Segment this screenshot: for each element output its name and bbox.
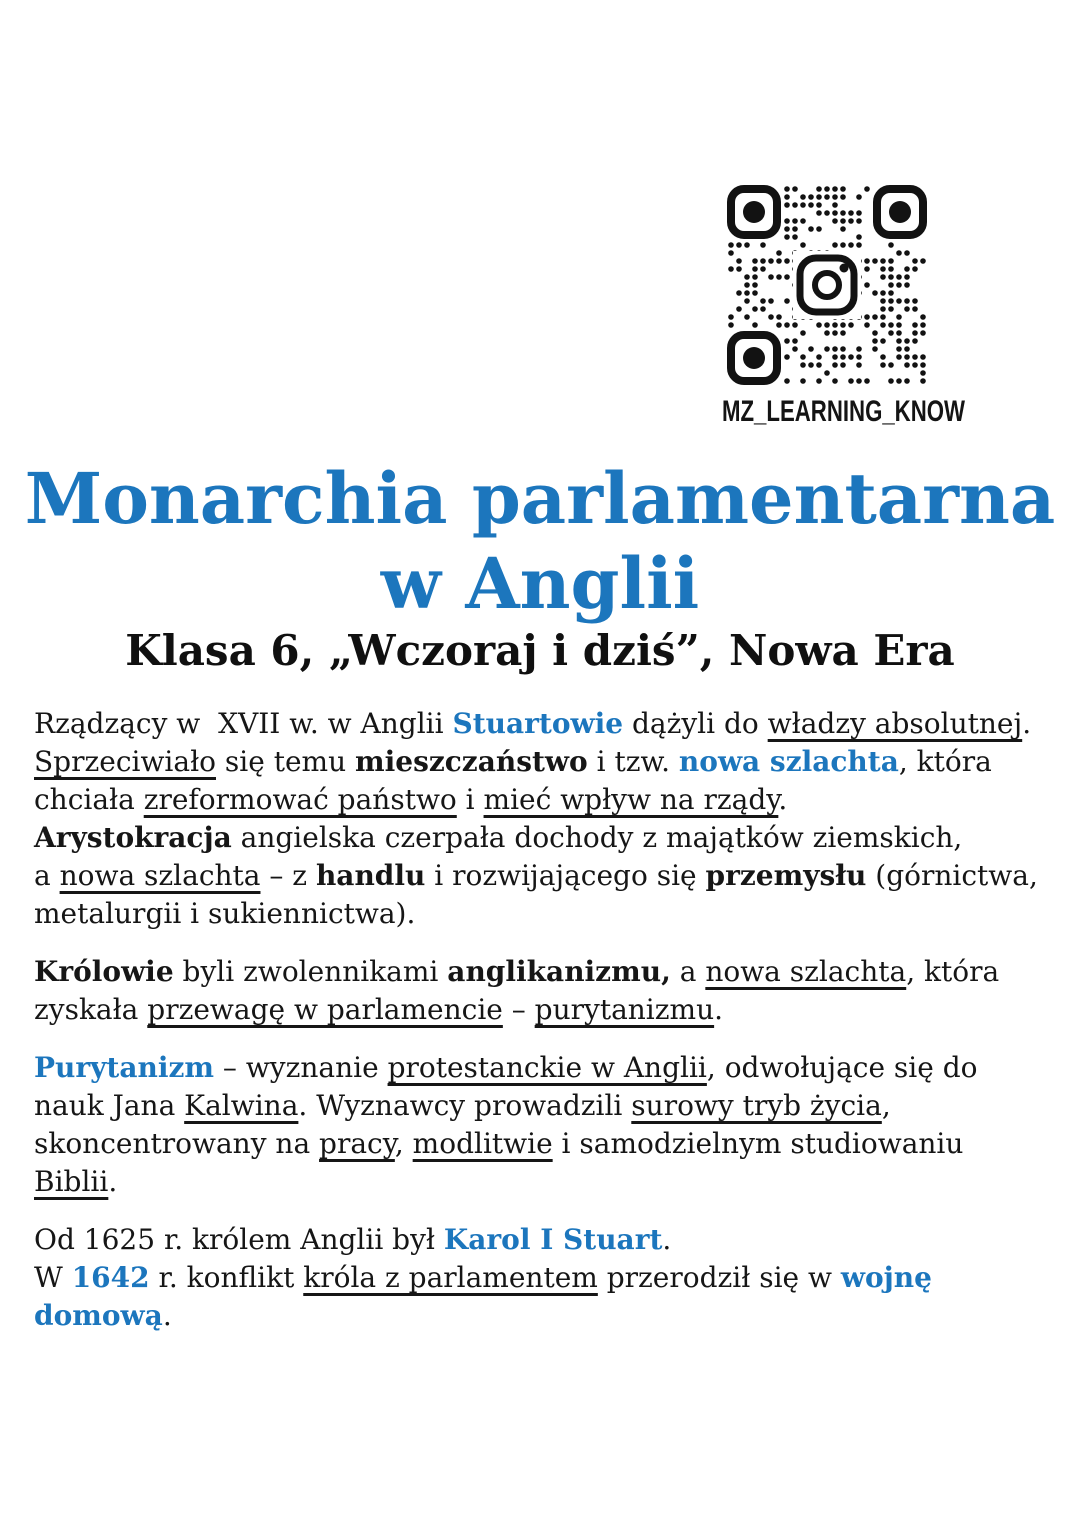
paragraph-krolowie bbox=[34, 953, 1050, 1029]
text-run: Stuartowie bbox=[452, 707, 624, 740]
text-run: – wyznanie bbox=[214, 1051, 388, 1084]
qr-code-icon bbox=[722, 180, 932, 390]
body-text bbox=[34, 705, 1050, 1355]
text-run: surowy tryb życia bbox=[631, 1089, 882, 1122]
text-run: i samodzielnym studiowaniu bbox=[552, 1127, 964, 1160]
title-line-1: Monarchia parlamentarna bbox=[24, 457, 1056, 540]
text-run: Arystokracja bbox=[34, 821, 232, 854]
text-run: W bbox=[34, 1261, 72, 1294]
text-run: wojnę bbox=[840, 1261, 932, 1294]
text-run: . bbox=[1022, 707, 1032, 740]
text-run: zyskała bbox=[34, 993, 148, 1026]
text-run: – z bbox=[260, 859, 316, 892]
text-run: . bbox=[662, 1223, 672, 1256]
text-run: pracy bbox=[319, 1127, 395, 1160]
text-run: , bbox=[394, 1127, 413, 1160]
page-title bbox=[0, 456, 1080, 626]
text-run: 1642 bbox=[71, 1261, 150, 1294]
text-run: skoncentrowany na bbox=[34, 1127, 320, 1160]
text-run: anglikanizmu, bbox=[447, 955, 671, 988]
text-run: króla z parlamentem bbox=[303, 1261, 598, 1294]
text-run: przerodził się w bbox=[597, 1261, 841, 1294]
text-run: r. konflikt bbox=[149, 1261, 304, 1294]
paragraph-intro bbox=[34, 705, 1050, 933]
text-run: mieszczaństwo bbox=[355, 745, 588, 778]
text-run: a bbox=[34, 859, 60, 892]
text-run: protestanckie w Anglii bbox=[387, 1051, 707, 1084]
text-run: . bbox=[162, 1299, 172, 1332]
text-run: Królowie bbox=[34, 955, 174, 988]
text-run: purytanizmu bbox=[534, 993, 715, 1026]
text-run: Biblii bbox=[34, 1165, 109, 1198]
title-line-2: w Anglii bbox=[380, 542, 700, 625]
text-run: władzy absolutnej bbox=[767, 707, 1023, 740]
text-run: Sprzeciwiało bbox=[34, 745, 216, 778]
text-run: – bbox=[502, 993, 535, 1026]
text-run: Purytanizm bbox=[34, 1051, 215, 1084]
text-run: . bbox=[714, 993, 724, 1026]
text-run: nowa szlachta bbox=[59, 859, 261, 892]
text-run: mieć wpływ na rządy bbox=[483, 783, 779, 816]
text-run: i bbox=[456, 783, 484, 816]
paragraph-purytanizm bbox=[34, 1049, 1050, 1201]
text-run: Rządzący w XVII w. w Anglii bbox=[34, 707, 453, 740]
qr-finder-bottom-left bbox=[731, 335, 777, 381]
text-run: dążyli do bbox=[623, 707, 768, 740]
text-run: i tzw. bbox=[587, 745, 679, 778]
text-run: . bbox=[778, 783, 788, 816]
text-run: nauk Jana bbox=[34, 1089, 185, 1122]
text-run: , która bbox=[898, 745, 992, 778]
paragraph-karol bbox=[34, 1221, 1050, 1335]
qr-finder-top-left bbox=[731, 189, 777, 235]
text-run: metalurgii i sukiennictwa). bbox=[34, 897, 416, 930]
text-run: . bbox=[108, 1165, 118, 1198]
page-subtitle: Klasa 6, „Wczoraj i dziś”, Nowa Era bbox=[125, 626, 955, 675]
qr-finder-top-right bbox=[877, 189, 923, 235]
text-run: Od 1625 r. królem Anglii był bbox=[34, 1223, 444, 1256]
text-run: chciała bbox=[34, 783, 144, 816]
text-run: się temu bbox=[216, 745, 356, 778]
qr-block bbox=[722, 180, 965, 429]
text-run: modlitwie bbox=[412, 1127, 553, 1160]
text-run: i rozwijającego się bbox=[425, 859, 706, 892]
text-run: nowa szlachta bbox=[705, 955, 907, 988]
text-run: zreformować państwo bbox=[143, 783, 457, 816]
text-run: , odwołujące się do bbox=[706, 1051, 978, 1084]
text-run: , która bbox=[906, 955, 1000, 988]
text-run: a bbox=[670, 955, 706, 988]
text-run: angielska czerpała dochody z majątków ziemskich, bbox=[231, 821, 963, 854]
text-run: nowa szlachta bbox=[678, 745, 899, 778]
text-run: handlu bbox=[315, 859, 426, 892]
text-run: przewagę w parlamencie bbox=[147, 993, 503, 1026]
qr-label: MZ_LEARNING_KNOW bbox=[722, 395, 965, 428]
text-run: (górnictwa, bbox=[866, 859, 1038, 892]
text-run: . Wyznawcy prowadzili bbox=[298, 1089, 632, 1122]
text-run: , bbox=[881, 1089, 891, 1122]
text-run: Kalwina bbox=[184, 1089, 299, 1122]
text-run: domową bbox=[34, 1299, 163, 1332]
instagram-icon bbox=[793, 251, 861, 319]
text-run: przemysłu bbox=[705, 859, 867, 892]
text-run: Karol I Stuart bbox=[443, 1223, 663, 1256]
text-run: byli zwolennikami bbox=[173, 955, 448, 988]
